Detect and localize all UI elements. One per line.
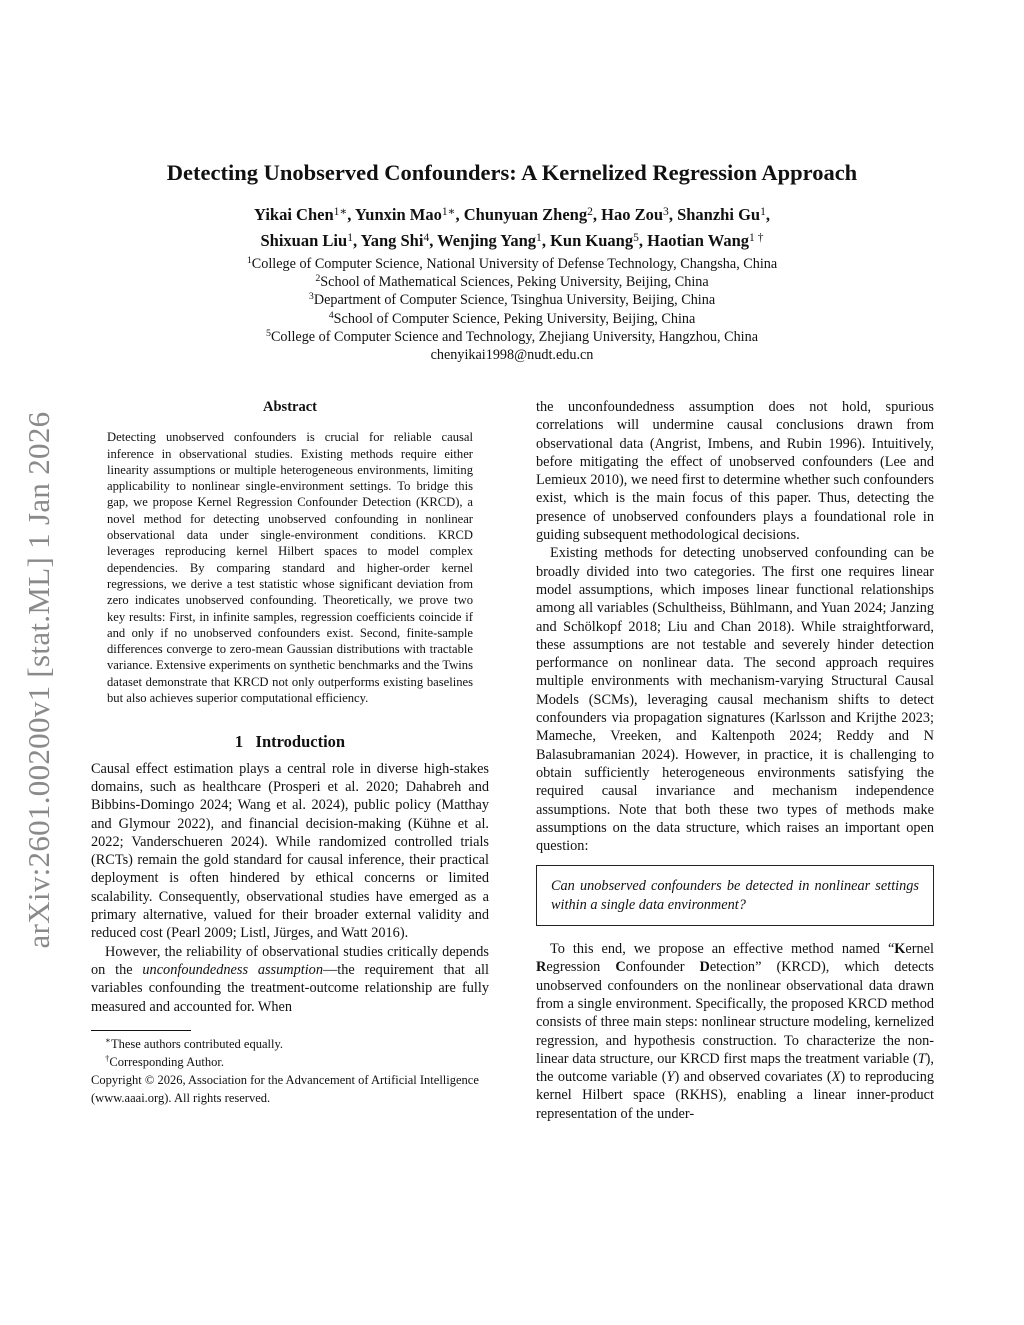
p3-text: ) to reproducing kernel Hilbert space (RKHS), enabling a linear inner-product representation of the under- xyxy=(536,1069,935,1122)
p3-text: ) and observed covariates ( xyxy=(674,1069,832,1086)
author-line-2 xyxy=(80,228,944,254)
author-affiliation-mark: 5 xyxy=(633,232,639,244)
p3-text: egression xyxy=(546,959,616,976)
footnote-corresponding xyxy=(91,1053,489,1071)
right-paragraph-3 xyxy=(536,940,934,1123)
intro-paragraph-2 xyxy=(91,943,489,1016)
affiliation-text: College of Computer Science, National University of Defense Technology, Changsha, China xyxy=(251,256,778,272)
footnote-text: These authors contributed equally. xyxy=(110,1036,284,1051)
author-list xyxy=(80,202,944,254)
author-affiliation-mark: 1 † xyxy=(749,232,764,244)
footnote-text: Corresponding Author. xyxy=(109,1054,224,1069)
author-affiliation-mark: 1 xyxy=(347,232,353,244)
math-variable: Y xyxy=(666,1069,675,1086)
affiliation-text: School of Computer Science, Peking University, Beijing, China xyxy=(333,310,696,327)
author-affiliation-mark: 1 xyxy=(536,232,542,244)
section-number: 1 xyxy=(234,732,244,752)
right-column xyxy=(536,398,934,1123)
affiliation-number: 1 xyxy=(246,255,252,266)
author-separator: , xyxy=(455,205,464,224)
acronym-letter: K xyxy=(894,941,906,958)
affiliation-text: College of Computer Science and Technology, Zhejiang University, Hangzhou, China xyxy=(270,328,758,345)
author-separator: , xyxy=(638,231,648,250)
footnote-equal-contribution xyxy=(91,1035,489,1053)
abstract-text: Detecting unobserved confounders is crucial for reliable causal inference in observational studies. Existing methods require either linearity assumptions or multiple heterogeneous environments, limiting applicability to nonlinear single-environment settings. To bridge this gap, we propose Kernel Regression Confounder Detection (KRCD), a novel method for detecting unobserved confounding in nonlinear observational data under single-environment conditions. KRCD leverages reproducing kernel Hilbert spaces to model complex dependencies. By comparing standard and higher-order kernel regressions, we derive a test statistic whose significant deviation from zero indicates unobserved confounding. Theoretically, we prove two key results: First, in infinite samples, regression coefficients coincide if and only if no unobserved confounders exist. Second, finite-sample differences converge to zero-mean Gaussian distributions with tractable variance. Extensive experiments on synthetic benchmarks and the Twins dataset demonstrate that KRCD not only outperforms existing baselines but also achieves superior computational efficiency. xyxy=(107,430,473,706)
footnote-divider xyxy=(91,1030,191,1031)
affiliation xyxy=(80,310,944,328)
author-name: Yikai Chen xyxy=(254,205,334,224)
author-line-1 xyxy=(80,202,944,228)
math-variable: X xyxy=(831,1069,841,1086)
arxiv-sidebar xyxy=(4,370,74,990)
p3-text: ), the outcome variable ( xyxy=(536,1050,934,1086)
affiliation-text: School of Mathematical Sciences, Peking University, Beijing, China xyxy=(320,274,709,291)
p3-text: onfounder xyxy=(625,959,700,976)
copyright-notice: Copyright © 2026, Association for the Advancement of Artificial Intelligence (www.aaai.org). All rights reserved. xyxy=(91,1072,479,1105)
intro-p2-text-b: —the requirement that all variables confounding the treatment-outcome relationship are fully measured and accounted for. When xyxy=(91,961,489,1015)
author-affiliation-mark: 4 xyxy=(423,232,430,244)
affiliation xyxy=(80,291,944,309)
author-name: Haotian Wang xyxy=(647,231,750,250)
author-separator: , xyxy=(347,205,355,224)
footnote-mark: † xyxy=(105,1052,110,1063)
intro-p2-text-a: However, the reliability of observational studies critically depends on the xyxy=(91,943,489,978)
acronym-letter: D xyxy=(699,959,710,976)
arxiv-identifier: arXiv:2601.00200v1 [stat.ML] 1 Jan 2026 xyxy=(21,411,56,949)
author-separator: , xyxy=(429,231,438,250)
research-question-box: Can unobserved confounders be detected in nonlinear settings within a single data environment? xyxy=(536,865,934,926)
author-name: Shanzhi Gu xyxy=(677,205,761,224)
author-affiliation-mark: 1∗ xyxy=(441,206,456,218)
affiliation-text: Department of Computer Science, Tsinghua University, Beijing, China xyxy=(313,292,716,309)
right-paragraph-2: Existing methods for detecting unobserved confounding can be broadly divided into two categories. The first one requires linear model assumptions, which imposes linear functional relationships among all variables (Schultheiss, Bühlmann, and Yuan 2024; Janzing and Schölkopf 2018; Liu and Chan 2018). While straightforward, these assumptions are not testable and severely hinder detection performance on nonlinear data. The second approach requires multiple environments with mechanism-varying Structural Causal Models (SCMs), leveraging causal mechanism shifts to detect confounders via propagation signatures (Karlsson and Krijthe 2023; Mameche, Vreeken, and Kaltenpoth 2024; Reddy and N Balasubramanian 2024). However, in practice, it is challenging to obtain sufficiently heterogeneous environments satisfying the required causal invariance and mechanism independence assumptions. Note that both these two types of methods make assumptions on the data structure, which raises an important open question: xyxy=(536,545,934,855)
author-name: Shixuan Liu xyxy=(260,231,348,250)
author-name: Kun Kuang xyxy=(550,231,634,250)
affiliation-number: 4 xyxy=(328,309,334,321)
author-separator: , xyxy=(352,231,361,250)
acronym-letter: C xyxy=(615,959,626,976)
abstract-heading: Abstract xyxy=(263,399,317,415)
affiliation-list xyxy=(80,255,944,346)
affiliation xyxy=(80,273,944,291)
author-name: Wenjing Yang xyxy=(437,231,537,250)
author-name: Chunyuan Zheng xyxy=(463,205,588,224)
affiliations xyxy=(80,255,944,364)
acronym-letter: R xyxy=(536,959,547,976)
unconfoundedness-term: unconfoundedness assumption xyxy=(142,961,323,978)
author-name: Yang Shi xyxy=(360,231,424,250)
affiliation-number: 2 xyxy=(315,273,321,285)
paper-title: Detecting Unobserved Confounders: A Kernelized Regression Approach xyxy=(166,160,858,185)
section-heading-introduction xyxy=(91,733,489,751)
right-paragraph-1: the unconfoundedness assumption does not hold, spurious correlations will undermine causal conclusions drawn from observational data (Angrist, Imbens, and Rubin 1996). Intuitively, before mitigating the effect of unobserved confounders (Lee and Lemieux 2010), we need first to determine whether such confounders exist, which is the main focus of this paper. Thus, detecting the presence of unobserved confounders plays a foundational role in guiding subsequent methodological decisions. xyxy=(536,399,934,544)
author-separator: , xyxy=(541,231,551,250)
author-separator: , xyxy=(592,205,602,224)
author-affiliation-mark: 2 xyxy=(587,206,593,218)
author-affiliation-mark: 1∗ xyxy=(333,206,348,218)
p3-text: To this end, we propose an effective method named “ xyxy=(550,941,895,958)
contact-email: chenyikai1998@nudt.edu.cn xyxy=(430,347,594,364)
affiliation-number: 5 xyxy=(265,327,271,339)
math-variable: T xyxy=(917,1050,926,1067)
author-name: Yunxin Mao xyxy=(354,205,442,224)
author-affiliation-mark: 3 xyxy=(663,206,669,218)
intro-paragraph-1: Causal effect estimation plays a central role in diverse high-stakes domains, such as healthcare (Prosperi et al. 2020; Dahabreh and Bibbins-Domingo 2024; Wang et al. 2024), public policy (Matthay and Glymour 2022), and financial decision-making (Kühne et al. 2022; Vanderschueren 2024). While randomized controlled trials (RCTs) remain the gold standard for causal inference, their practical deployment is often hindered by ethical concerns or limited scalability. Consequently, observational studies have emerged as a primary alternative, valued for their broader external validity and reduced cost (Pearl 2009; Listl, Jürges, and Watt 2016). xyxy=(91,760,489,942)
author-name: Hao Zou xyxy=(601,205,664,224)
author-separator: , xyxy=(765,205,770,224)
affiliation xyxy=(80,255,944,273)
affiliation xyxy=(80,328,944,346)
p3-text: ernel xyxy=(905,941,934,958)
p3-text: etection” (KRCD), which detects unobserved confounders on the nonlinear observational data drawn from a single environment. Specifically, the proposed KRCD method consists of three main steps: nonlinear structure modeling, kernelized regression, and hypothesis construction. To characterize the non-linear data structure, our KRCD first maps the treatment variable ( xyxy=(536,959,934,1067)
author-affiliation-mark: 1 xyxy=(760,206,766,218)
author-separator: , xyxy=(668,205,678,224)
section-title: Introduction xyxy=(255,732,346,752)
affiliation-number: 3 xyxy=(308,291,314,303)
left-column xyxy=(91,398,489,1107)
footnote-mark: ∗ xyxy=(105,1034,111,1045)
